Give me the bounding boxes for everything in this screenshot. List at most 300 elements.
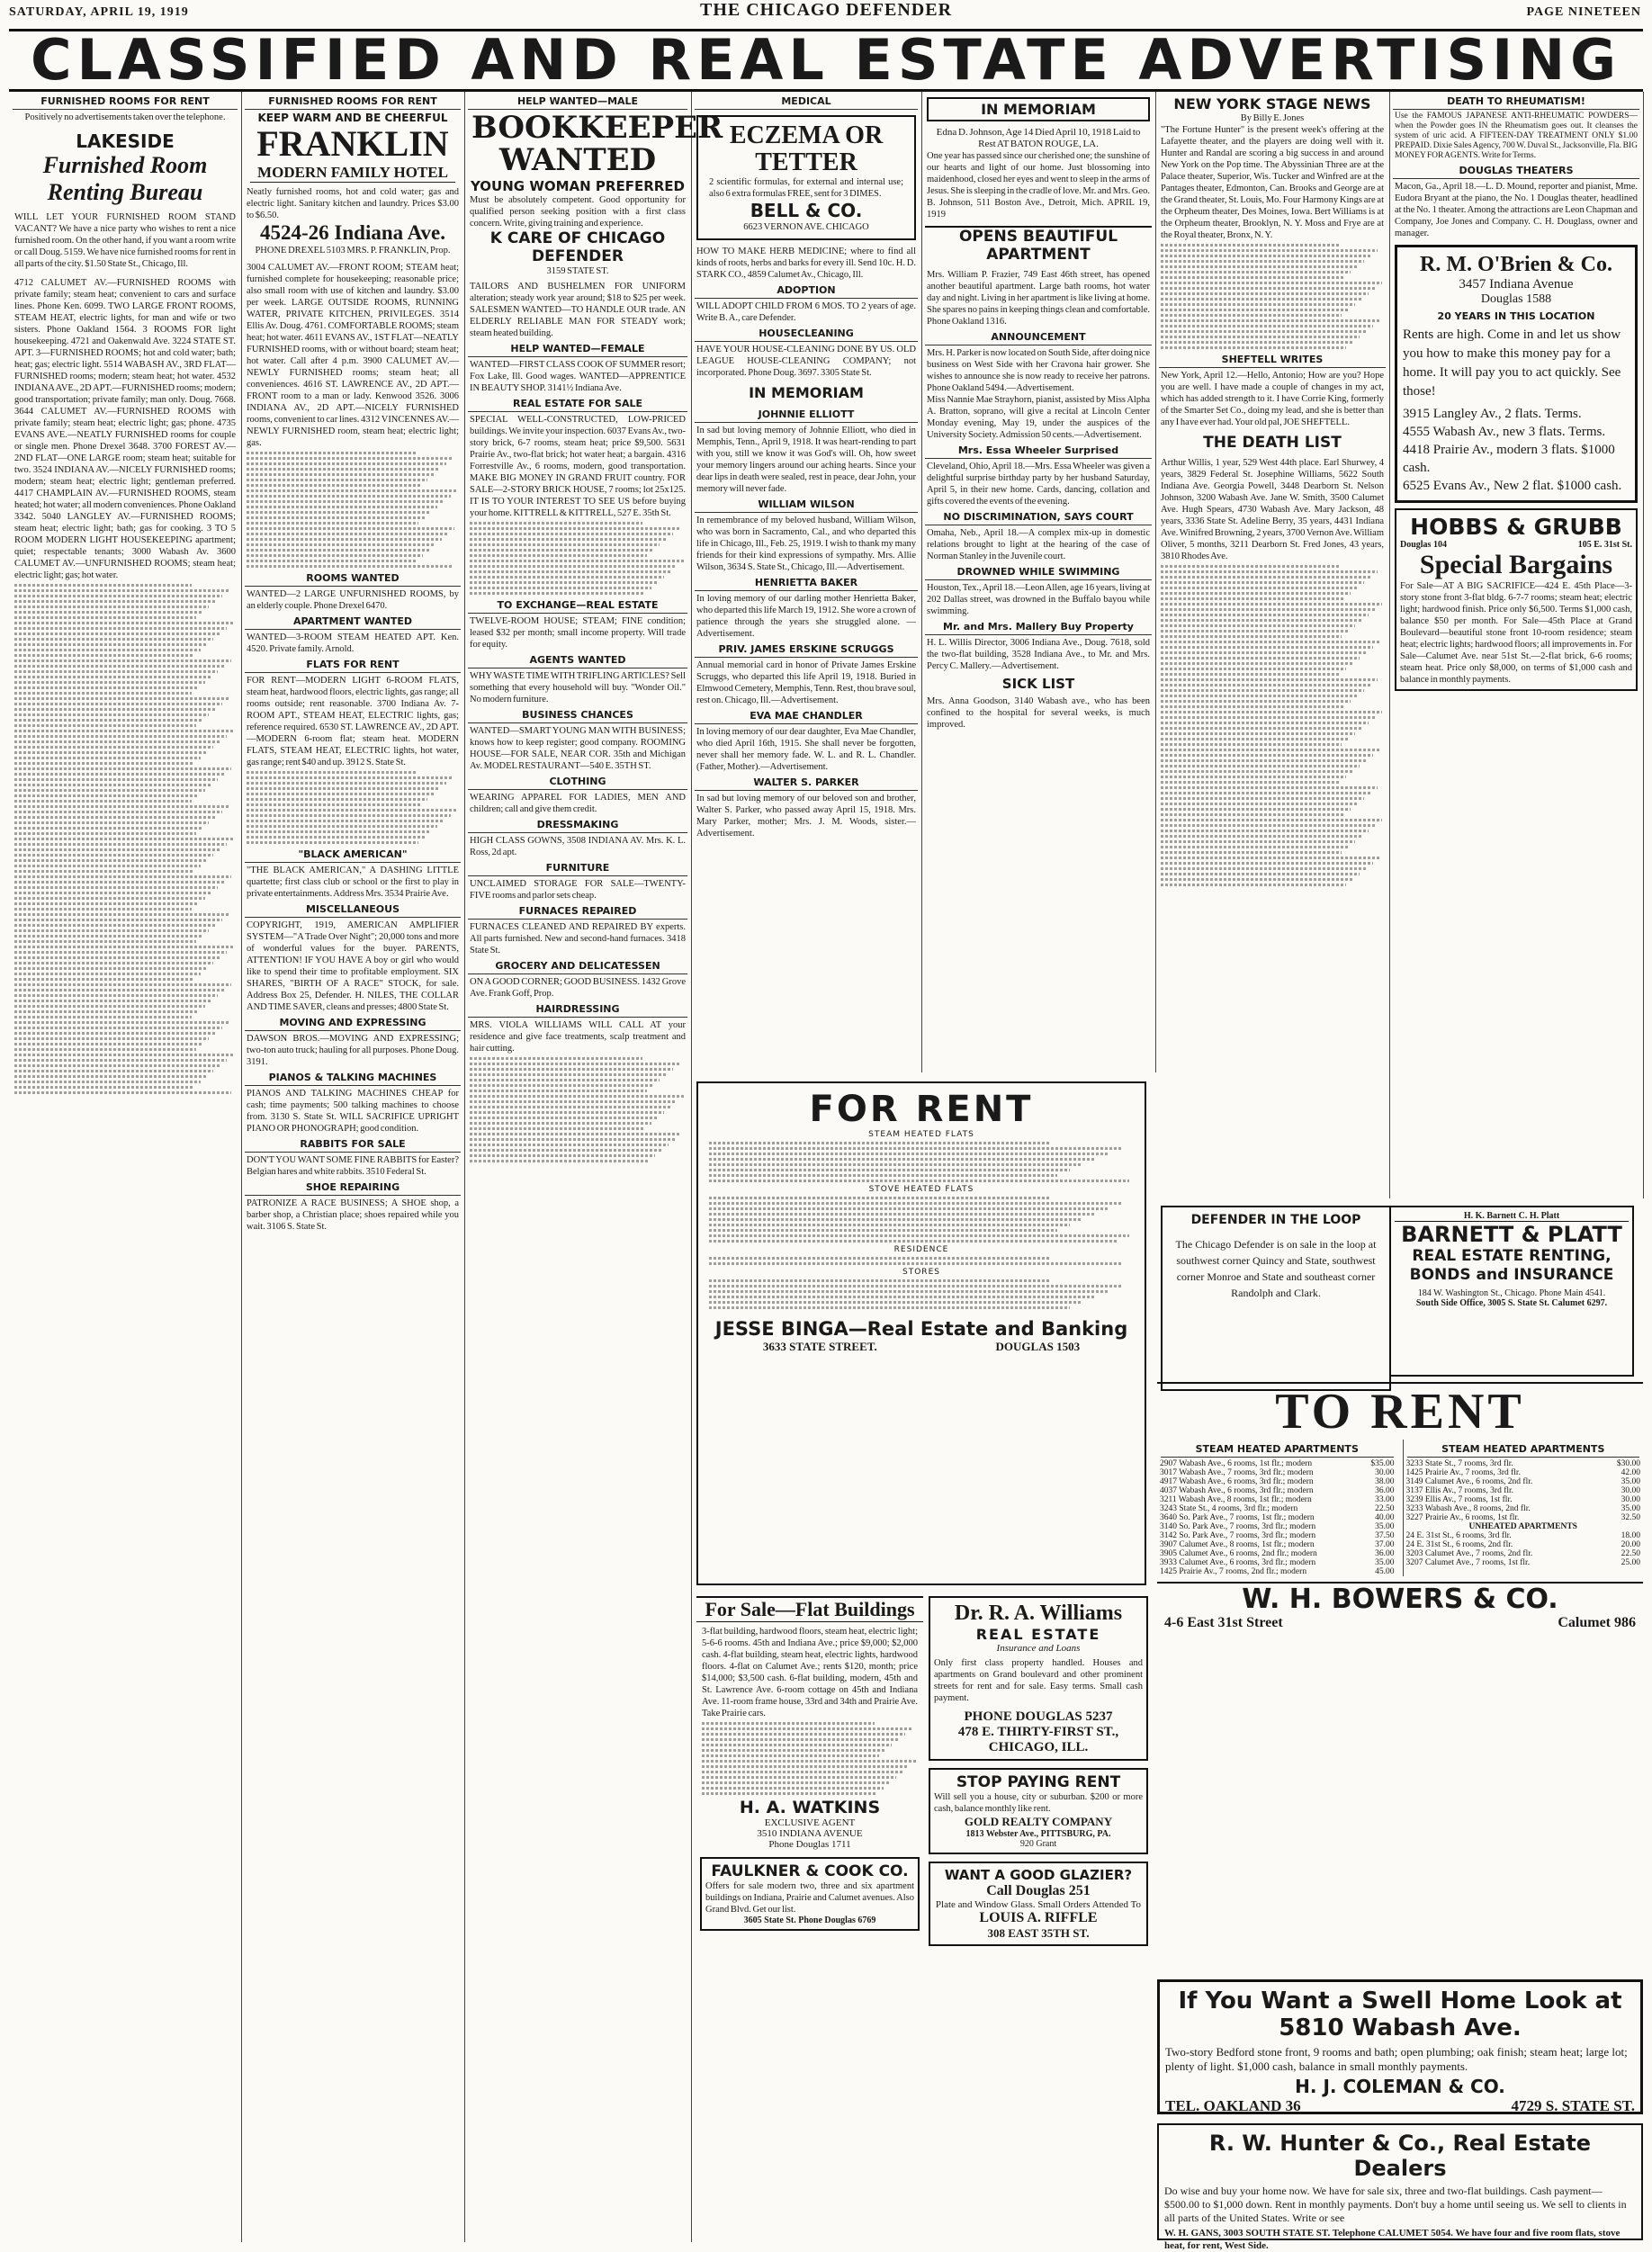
print-line <box>470 1138 675 1141</box>
print-line <box>1161 282 1382 284</box>
rent-row <box>1157 1522 1397 1531</box>
print-line <box>247 814 451 817</box>
rent-row-price: 18.00 <box>1621 1531 1640 1540</box>
bowers-name: W. H. BOWERS & CO. <box>1242 1584 1558 1615</box>
print-line <box>702 1727 911 1730</box>
print-line <box>1161 689 1364 692</box>
faulkner-name: FAULKNER & COOK CO. <box>711 1862 909 1880</box>
section-heading: BUSINESS CHANCES <box>468 707 687 723</box>
watkins-name: H. A. WATKINS <box>739 1798 881 1817</box>
listing-text-lines <box>9 584 241 1094</box>
rent-row <box>1157 1558 1397 1567</box>
barnett-address: 184 W. Washington St., Chicago. Phone Main 4541. <box>1417 1288 1606 1298</box>
column-furnished-rooms-1 <box>9 92 242 2242</box>
clothing-body: WEARING APPAREL FOR LADIES, MEN AND children; call and give them credit. <box>470 793 686 814</box>
print-line <box>1161 673 1339 676</box>
print-line <box>14 832 196 835</box>
bell-address: 6623 VERNON AVE. CHICAGO <box>743 222 869 232</box>
print-line <box>470 543 660 546</box>
rent-row-price: 32.50 <box>1621 1513 1640 1522</box>
memorial-body: In remembrance of my beloved husband, William Wilson, who was born in Sacramento, Cal., and who departed this life in Chicago, Ill., Feb. 25, 1919. I wish to thank my many friends for their kind expressions of sympathy. Mrs. Allie Wilson, 3634 S. State St., Chicago, Ill.—Advertisement. <box>696 516 916 572</box>
rent-row-price: 35.00 <box>1621 1504 1640 1513</box>
apartments-heading: STEAM HEATED APARTMENTS <box>1161 1441 1394 1458</box>
print-line <box>14 1043 202 1045</box>
print-line <box>709 1147 1121 1150</box>
print-line <box>247 554 423 557</box>
print-line <box>1161 792 1370 794</box>
barnett-services: REAL ESTATE RENTING, BONDS and INSURANCE <box>1409 1247 1614 1284</box>
print-line <box>709 1240 1117 1243</box>
print-line <box>702 1738 898 1741</box>
print-line <box>470 1117 658 1119</box>
print-line <box>14 719 202 722</box>
print-line <box>1161 570 1378 573</box>
print-line <box>1161 738 1348 740</box>
print-line <box>470 1084 653 1087</box>
print-line <box>14 751 207 754</box>
print-line <box>14 784 211 786</box>
print-line <box>14 800 192 803</box>
print-line <box>14 816 216 819</box>
print-line <box>247 830 431 833</box>
print-line <box>1161 678 1378 681</box>
rent-row-address: 3207 Calumet Ave., 7 rooms, 1st flr. <box>1405 1558 1531 1567</box>
coleman-address: 4729 S. STATE ST. <box>1511 2097 1635 2114</box>
newspaper-name: THE CHICAGO DEFENDER <box>699 0 953 20</box>
franklin-address: 4524-26 Indiana Ave. <box>260 221 445 244</box>
article-text-lines <box>1155 244 1389 349</box>
print-line <box>709 1306 1070 1309</box>
for-sale-title: For Sale—Flat Buildings <box>696 1596 923 1622</box>
news-heading: Mrs. Essa Wheeler Surprised <box>925 443 1152 459</box>
memorial-name: PRIV. JAMES ERSKINE SCRUGGS <box>695 642 918 658</box>
print-line <box>709 1202 1121 1205</box>
apartments-heading: STEAM HEATED APARTMENTS <box>1407 1441 1640 1458</box>
print-line <box>14 762 193 765</box>
print-line <box>1161 314 1342 317</box>
print-line <box>702 1771 902 1773</box>
print-line <box>470 1100 677 1103</box>
watkins-role: EXCLUSIVE AGENT <box>764 1817 856 1828</box>
rent-row <box>1157 1549 1397 1558</box>
print-line <box>470 1106 670 1108</box>
section-heading: MISCELLANEOUS <box>245 902 461 918</box>
death-list-lines <box>1155 565 1389 886</box>
glazier-name: LOUIS A. RIFFLE <box>979 1910 1098 1925</box>
rent-row <box>1157 1459 1397 1468</box>
print-line <box>470 565 677 568</box>
print-line <box>247 809 457 812</box>
print-line <box>1161 330 1366 333</box>
franklin-body: Neatly furnished rooms, hot and cold water; gas and electric light. Sanitary kitchen and laundry. Prices $3.00 to $6.50. <box>247 187 459 220</box>
rent-row-price: 22.50 <box>1621 1549 1640 1558</box>
print-line <box>14 606 209 608</box>
print-line <box>14 633 220 635</box>
print-line <box>1161 608 1375 611</box>
female-help-listings: WANTED—FIRST CLASS COOK OF SUMMER resort; Fox Lake, Ill. Good wages. WANTED—APPRENTICE IN BEAUTY SHOP. 3141½ Indiana Ave. <box>470 360 686 393</box>
print-line <box>14 649 201 651</box>
obrien-listing: 4555 Wabash Av., new 3 flats. Terms. <box>1403 425 1606 439</box>
rent-row <box>1157 1567 1397 1576</box>
print-line <box>1161 565 1339 568</box>
section-heading: FURNISHED ROOMS FOR RENT <box>245 94 461 110</box>
swell-home-ad <box>1157 1979 1643 2114</box>
print-line <box>1161 255 1370 257</box>
print-line <box>14 757 201 759</box>
print-line <box>14 746 213 749</box>
print-line <box>702 1765 909 1768</box>
print-line <box>1161 614 1369 616</box>
memorial-body: In sad but loving memory of Johnnie Elliott, who died in Memphis, Tenn., April 9, 1918. It was heart-rending to part with you, still we know it was God's will. Oh, how sweet your memory lingers around our aching hearts. Since your dear lips in death were sealed, rest in peace, dear John, your memory will never fade. <box>696 426 916 494</box>
rabbits-body: DON'T YOU WANT SOME FINE RABBITS for Easter? Belgian hares and white rabbits. 3510 Federal St. <box>247 1155 459 1177</box>
agents-body: WHY WASTE TIME WITH TRIFLING ARTICLES? Sell something that every household will buy. "Wonder Oil." No modern furniture. <box>470 671 686 704</box>
print-line <box>1161 641 1379 643</box>
hobbs-name: HOBBS & GRUBB <box>1410 514 1622 540</box>
print-line <box>247 462 446 465</box>
section-heading: HOUSECLEANING <box>695 326 918 342</box>
print-line <box>1161 619 1361 622</box>
stage-news-body: "The Fortune Hunter" is the present week's offering at the Lafayette theater, and the players are doing well with it. Hunter and Randal are scoring a big success in and around New York on the Pop time. The Abyssinian Three are at the Palace theater, Superior, Wis. Tucker and Winfred are at the Pantages theater, Edmonton, Can. Brooks and George are at the Grand theater, St. Louis, Mo. Four Harmony Kings are at the Orpheum theater, Des Moines, Iowa. Bert Williams is at the Orpheum theater, Brooklyn, N. Y. Moss and Frye are at the Royal theater, Bronx, N. Y. <box>1161 125 1384 240</box>
rent-row <box>1404 1459 1644 1468</box>
print-line <box>14 589 229 592</box>
section-heading: DRESSMAKING <box>468 817 687 833</box>
print-line <box>709 1285 1121 1287</box>
print-line <box>14 697 229 700</box>
print-line <box>470 1090 647 1092</box>
print-line <box>247 473 434 476</box>
print-line <box>14 740 220 743</box>
print-line <box>14 946 234 948</box>
print-line <box>1161 260 1364 263</box>
sick-list-heading: SICK LIST <box>1001 676 1075 692</box>
rent-row-price: 36.00 <box>1375 1549 1395 1558</box>
section-heading: FURNISHED ROOMS FOR RENT <box>13 94 238 110</box>
print-line <box>14 865 201 867</box>
print-line <box>14 1010 198 1013</box>
print-line <box>470 1063 679 1065</box>
print-line <box>709 1207 1109 1210</box>
print-line <box>14 859 207 862</box>
print-line <box>1161 635 1342 638</box>
room-listings: 4712 CALUMET AV.—FURNISHED ROOMS with private family; steam heat; convenient to cars and surface lines. Phone Ken. 6099. TWO LARGE FRONT ROOMS, STEAM HEAT, electric lights, for man and wife or two sisters. Phone Oakland 1564. 3 ROOMS FOR light housekeeping. 4721 and Oakenwald Ave. 3224 STATE ST. APT. 3—FURNISHED ROOMS; hot and cold water; bath; heat; gas; electric light. 5514 WABASH AV., 3RD FLAT—FURNISHED rooms; modern; steam heat; hot water. 4532 INDIANA AVE., 2D APT.—FURNISHED rooms; modern; good transportation; private family; man only. Doug. 7668. 3644 CALUMET AV.—FURNISHED ROOMS with private family; steam heat; electric light; gas; phone. 4735 EVANS AVE.—NEATLY FURNISHED rooms for couple or single men. Phone Drexel 3648. 3700 FOREST AV.—2ND FLAT—ONE LARGE room; steam heat; suitable for two. 3524 INDIANA AV.—NICELY FURNISHED rooms; modern; steam heat; electric light; gentleman preferred. 4417 CHAMPLAIN AV.—FURNISHED ROOMS, steam heated; hot water; all modern conveniences. Phone Oakland 3342. 5040 LANGLEY AV.—FURNISHED ROOMS; steam heat; electric light; bath; gas for cooking. 3 TO 5 ROOM MODERN LIGHT HOUSEKEEPING apartment; quiet; respectable tenants; 3000 Wabash Av. 3600 CALUMET AV.—UNFURNISHED ROOMS; steam heat; electric light; gas; hot water. <box>14 278 236 580</box>
binga-phone: DOUGLAS 1503 <box>995 1340 1081 1353</box>
print-line <box>14 773 225 776</box>
glazier-title: WANT A GOOD GLAZIER? <box>944 1867 1133 1883</box>
news-heading: DROWNED WHILE SWIMMING <box>925 564 1152 580</box>
rent-row-address: 3137 Ellis Av., 7 rooms, 3rd flr. <box>1405 1486 1514 1495</box>
print-line <box>247 820 444 822</box>
print-line <box>1161 846 1348 848</box>
print-line <box>1161 276 1343 279</box>
print-line <box>709 1174 1057 1177</box>
print-line <box>14 854 213 857</box>
print-line <box>14 924 216 927</box>
print-line <box>14 989 225 991</box>
print-line <box>702 1776 896 1779</box>
to-rent-ad <box>1157 1382 1643 1967</box>
print-line <box>14 1000 211 1002</box>
rent-row-address: UNHEATED APARTMENTS <box>1468 1522 1577 1531</box>
miscellaneous-body: COPYRIGHT, 1919, AMERICAN AMPLIFIER SYSTEM—"A Trade Over Night"; 20,000 tons and more of wonderful values for the buyer. PARENTS, ATTENTION! IF YOU HAVE A boy or girl who would like to spend their time to profitable employment. SIX SHARES, "BIRTH OF A RACE" STOCK, for sale. Address Box 25, Defender. H. NILES, THE COLLAR AND TIME SAVER, cleans and presses; 4800 State St. <box>247 920 459 1012</box>
eczema-body: 2 scientific formulas, for external and internal use; also 6 extra formulas FREE, sent for 3 DIMES. <box>709 177 903 199</box>
print-line <box>14 616 196 619</box>
loop-title: DEFENDER IN THE LOOP <box>1190 1213 1361 1227</box>
furnaces-body: FURNACES CLEANED AND REPAIRED BY experts. All parts furnished. New and second-hand furnaces. 3418 State St. <box>470 922 686 956</box>
print-line <box>1161 576 1370 579</box>
section-heading: REAL ESTATE FOR SALE <box>468 396 687 412</box>
rheumatism-heading: DEATH TO RHEUMATISM! <box>1393 94 1639 110</box>
print-line <box>14 622 234 624</box>
print-line <box>14 994 218 997</box>
print-line <box>247 452 417 454</box>
listing-text-lines <box>241 771 464 844</box>
print-line <box>14 875 231 878</box>
print-line <box>1161 336 1360 338</box>
print-line <box>247 803 421 806</box>
print-line <box>470 1154 655 1157</box>
barnett-partners: H. K. Barnett C. H. Platt <box>1463 1211 1560 1221</box>
print-line <box>14 838 234 840</box>
print-line <box>709 1142 1049 1144</box>
print-line <box>14 730 234 732</box>
print-line <box>14 654 193 657</box>
print-line <box>14 811 222 813</box>
franklin-contact: PHONE DREXEL 5103 MRS. P. FRANKLIN, Prop. <box>255 246 451 256</box>
print-line <box>1161 808 1351 811</box>
death-list-heading: THE DEATH LIST <box>1203 434 1342 452</box>
print-line <box>709 1153 1109 1155</box>
listing-text-lines <box>464 1057 691 1162</box>
watkins-phone: Phone Douglas 1711 <box>768 1839 851 1850</box>
swell-home-title: If You Want a Swell Home Look at 5810 Wabash Ave. <box>1178 1987 1622 2041</box>
print-line <box>709 1262 1121 1265</box>
print-line <box>709 1301 1082 1304</box>
rent-row-price: 35.00 <box>1375 1522 1395 1531</box>
rent-row-price: 45.00 <box>1375 1567 1395 1576</box>
rent-row-price: 20.00 <box>1621 1540 1640 1549</box>
rent-row-address: 3233 Wabash Ave., 8 rooms, 2nd flr. <box>1405 1504 1531 1513</box>
print-line <box>14 638 213 641</box>
rent-row-address: 24 E. 31st St., 6 rooms, 2nd flr. <box>1405 1540 1513 1549</box>
rent-row-address: 4917 Wabash Ave., 6 rooms, 3rd flr.; modern <box>1160 1477 1314 1486</box>
obrien-name: R. M. O'Brien & Co. <box>1420 253 1612 276</box>
williams-body: Only first class property handled. Houses and apartments on Grand boulevard and other prominent streets for rent and for sale. Easy terms. Small cash payment. <box>934 1658 1143 1703</box>
print-line <box>14 1091 231 1094</box>
bookkeeper-title: BOOKKEEPER WANTED <box>471 110 723 178</box>
loop-body: The Chicago Defender is on sale in the loop at southwest corner Quincy and State, southwest corner Monroe and State and southeast corner Randolph and Clark. <box>1175 1238 1377 1299</box>
phone-notice: Positively no advertisements taken over the telephone. <box>24 112 226 122</box>
print-line <box>1161 765 1360 767</box>
rent-row-price: 35.00 <box>1375 1558 1395 1567</box>
memorial-body: In loving memory of our darling mother Henrietta Baker, who departed this life March 19, 1912. She wore a crown of patience through the years she struggled alone. —Advertisement. <box>696 594 916 639</box>
memorial-name: EVA MAE CHANDLER <box>695 708 918 724</box>
rent-row-address: 3640 So. Park Ave., 7 rooms, 1st flr.; modern <box>1160 1513 1315 1522</box>
section-heading: "BLACK AMERICAN" <box>245 847 461 863</box>
news-body: Houston, Tex., April 18.—Leon Allen, age 16 years, living at 202 Dallas street, was drowned in the Buffalo bayou while swimming. <box>927 583 1150 616</box>
print-line <box>470 522 642 525</box>
issue-date: SATURDAY, APRIL 19, 1919 <box>9 5 189 19</box>
print-line <box>1161 624 1355 627</box>
print-line <box>247 565 453 568</box>
section-heading: SHOE REPAIRING <box>245 1180 461 1196</box>
print-line <box>470 1095 684 1098</box>
print-line <box>14 778 218 781</box>
print-line <box>14 1054 234 1056</box>
print-line <box>247 511 431 514</box>
section-heading: HELP WANTED—FEMALE <box>468 341 687 357</box>
moving-body: DAWSON BROS.—MOVING AND EXPRESSING; two-ton auto truck; hauling for all purposes. Phone Doug. 3191. <box>247 1034 459 1067</box>
print-line <box>247 771 417 774</box>
print-line <box>1161 867 1366 870</box>
williams-address: 478 E. THIRTY-FIRST ST., CHICAGO, ILL. <box>957 1725 1119 1754</box>
print-line <box>709 1163 1082 1166</box>
faulkner-address: 3605 State St. Phone Douglas 6769 <box>743 1916 876 1925</box>
flat-listings <box>704 1257 1139 1265</box>
page-header <box>0 0 1652 27</box>
print-line <box>247 787 440 790</box>
rent-row-price: 38.00 <box>1375 1477 1395 1486</box>
memorial-name: JOHNNIE ELLIOTT <box>695 407 918 423</box>
print-line <box>1161 830 1369 832</box>
rent-row <box>1157 1495 1397 1504</box>
black-american-body: "THE BLACK AMERICAN," A DASHING LITTLE quartette; first class club or school or the first to play in private entertainments. Address Mrs. 3534 Prairie Ave. <box>247 866 459 899</box>
print-line <box>1161 597 1343 600</box>
print-line <box>14 1037 209 1040</box>
section-heading: ANNOUNCEMENT <box>925 329 1152 345</box>
print-line <box>247 457 453 460</box>
print-line <box>247 516 425 519</box>
print-line <box>14 1059 227 1062</box>
print-line <box>1161 657 1360 659</box>
rheumatism-body: Use the FAMOUS JAPANESE ANTI-RHEUMATIC POWDERS—when the Powder goes IN the Rheumatism goes out. It cleanses the system of uric acid. A FIFTEEN-DAY TREATMENT ONLY $1.00 PREPAID. Dixie Sales Agency, 700 W. Duval St., Jacksonville, Fla. BIG MONEY FOR AGENTS. Write for Terms. <box>1395 112 1638 160</box>
memorial-name: WALTER S. PARKER <box>695 775 918 791</box>
rent-row-address: 3142 So. Park Ave., 7 rooms, 3rd flr.; modern <box>1160 1531 1316 1540</box>
rent-row <box>1404 1549 1644 1558</box>
coleman-phone: TEL. OAKLAND 36 <box>1165 2097 1301 2114</box>
print-line <box>1161 754 1373 757</box>
print-line <box>470 1149 662 1152</box>
print-line <box>14 627 227 630</box>
print-line <box>470 1122 651 1125</box>
obrien-phone: Douglas 1588 <box>1480 292 1552 306</box>
print-line <box>14 595 222 597</box>
print-line <box>1161 292 1369 295</box>
print-line <box>247 841 418 844</box>
rent-row-price: 35.00 <box>1621 1477 1640 1486</box>
print-line <box>247 543 435 546</box>
section-heading: APARTMENT WANTED <box>245 614 461 630</box>
for-rent-title: FOR RENT <box>809 1089 1034 1130</box>
business-body: WANTED—SMART YOUNG MAN WITH BUSINESS; knows how to keep register; good company. ROOMING HOUSE—FOR SALE, NEAR COR. 35th and Michigan Av. MODEL RESTAURANT—540 E. 35TH ST. <box>470 726 686 771</box>
print-line <box>1161 743 1342 746</box>
memoriam-box <box>927 97 1150 121</box>
print-line <box>1161 265 1357 268</box>
williams-services: Insurance and Loans <box>996 1643 1081 1654</box>
print-line <box>1161 857 1379 859</box>
for-rent-subheading: STORES <box>902 1268 940 1277</box>
for-rent-subheading: STOVE HEATED FLATS <box>868 1185 974 1194</box>
furniture-body: UNCLAIMED STORAGE FOR SALE—TWENTY-FIVE rooms and parlor sets cheap. <box>470 879 686 901</box>
barnett-name: BARNETT & PLATT <box>1395 1221 1629 1247</box>
hunter-body: Do wise and buy your home now. We have for sale six, three and two-flat buildings. Cash payment—$500.00 to $1,000 down. Rent in monthly payments. Don't buy a home until seeing us. We sell to clients in all parts of the United States. Write or see <box>1164 2185 1627 2224</box>
news-body: H. L. Willis Director, 3006 Indiana Ave., Doug. 7618, sold the two-flat building, 3528 Indiana Ave., to Mr. and Mrs. Percy C. Mallery.—Advertisement. <box>927 638 1150 671</box>
apartment-wanted-body: WANTED—3-ROOM STEAM HEATED APT. Ken. 4520. Private family. Arnold. <box>247 633 459 654</box>
death-list-body: Arthur Willis, 1 year, 529 West 44th place. Earl Shurwey, 4 years, 3829 Federal St. Josephine Williams, 5622 South Indiana Ave. Georgia Powell, 3448 Dearborn St. Nelson Johnson, 3200 Wabash Ave. Jane W. Smith, 3500 Calumet Ave. Hugh Spears, 4730 Wabash Ave. Mary Jackson, 48 years, 3336 State St. Adeline Berry, 35 years, 4431 Indiana Ave. Winifred Browning, 2 years, 3700 Vernon Ave. William Oliver, 5 months, 3211 Dearborn St. Fred Jones, 43 years, 3810 Rhodes Ave. <box>1161 458 1384 561</box>
print-line <box>1161 813 1343 816</box>
for-rent-ad <box>696 1081 1146 1585</box>
rent-row-address: 3243 State St., 4 rooms, 3rd flr.; modern <box>1160 1504 1298 1513</box>
print-line <box>1161 309 1348 311</box>
print-line <box>14 1016 192 1018</box>
gold-realty-name: GOLD REALTY COMPANY <box>964 1815 1113 1828</box>
print-line <box>247 468 440 471</box>
barnett-south-office: South Side Office, 3005 S. State St. Calumet 6297. <box>1415 1298 1608 1308</box>
print-line <box>14 681 205 684</box>
hunter-ad <box>1157 2123 1643 2251</box>
print-line <box>1161 803 1357 805</box>
section-heading: HAIRDRESSING <box>468 1001 687 1018</box>
print-line <box>709 1279 1049 1282</box>
rent-row-address: 24 E. 31st St., 6 rooms, 3rd flr. <box>1405 1531 1512 1540</box>
flat-listings <box>704 1197 1139 1243</box>
print-line <box>1161 592 1351 595</box>
lakeside-title: LAKESIDE <box>76 130 175 152</box>
rent-row-price: $35.00 <box>1370 1459 1395 1468</box>
rent-row-price: 25.00 <box>1621 1558 1640 1567</box>
watkins-address: 3510 INDIANA AVENUE <box>757 1828 863 1839</box>
print-line <box>14 724 196 727</box>
section-heading: ROOMS WANTED <box>245 570 461 587</box>
print-line <box>14 1005 205 1008</box>
to-rent-title: TO RENT <box>1157 1382 1643 1440</box>
print-line <box>14 643 207 646</box>
lakeside-subtitle: Furnished Room Renting Bureau <box>42 152 208 205</box>
section-heading: TO EXCHANGE—REAL ESTATE <box>468 597 687 614</box>
rent-row <box>1404 1558 1644 1567</box>
print-line <box>14 1070 213 1072</box>
print-line <box>14 1075 207 1078</box>
obrien-pitch: Rents are high. Come in and let us show you how to make this money pay for a home. It will pay you to act quickly. See those! <box>1403 327 1621 399</box>
rent-row-address: 3233 State St., 7 rooms, 3rd flr. <box>1405 1459 1513 1468</box>
print-line <box>247 538 442 541</box>
section-heading: HELP WANTED—MALE <box>468 94 687 110</box>
print-line <box>1161 797 1364 800</box>
print-line <box>709 1290 1109 1293</box>
rent-row-price: 30.00 <box>1375 1468 1395 1477</box>
rent-row-price: 37.50 <box>1375 1531 1395 1540</box>
hobbs-address: 105 E. 31st St. <box>1577 540 1632 550</box>
print-line <box>470 581 658 584</box>
binga-address: 3633 STATE STREET. <box>762 1340 877 1353</box>
print-line <box>1161 873 1360 875</box>
rent-row-address: 3149 Calumet Ave., 6 rooms, 2nd flr. <box>1405 1477 1533 1486</box>
print-line <box>14 1032 216 1035</box>
print-line <box>14 611 202 614</box>
rent-row <box>1157 1540 1397 1549</box>
print-line <box>14 584 192 587</box>
print-line <box>470 1057 642 1060</box>
print-line <box>1161 840 1355 843</box>
print-line <box>14 848 220 851</box>
for-rent-subheading: STEAM HEATED FLATS <box>868 1130 974 1139</box>
page-number: PAGE NINETEEN <box>1526 5 1641 19</box>
print-line <box>470 554 647 557</box>
rent-row-price: 42.00 <box>1621 1468 1640 1477</box>
print-line <box>14 713 209 716</box>
print-line <box>14 908 192 911</box>
print-line <box>470 1144 669 1146</box>
print-line <box>1161 271 1351 274</box>
